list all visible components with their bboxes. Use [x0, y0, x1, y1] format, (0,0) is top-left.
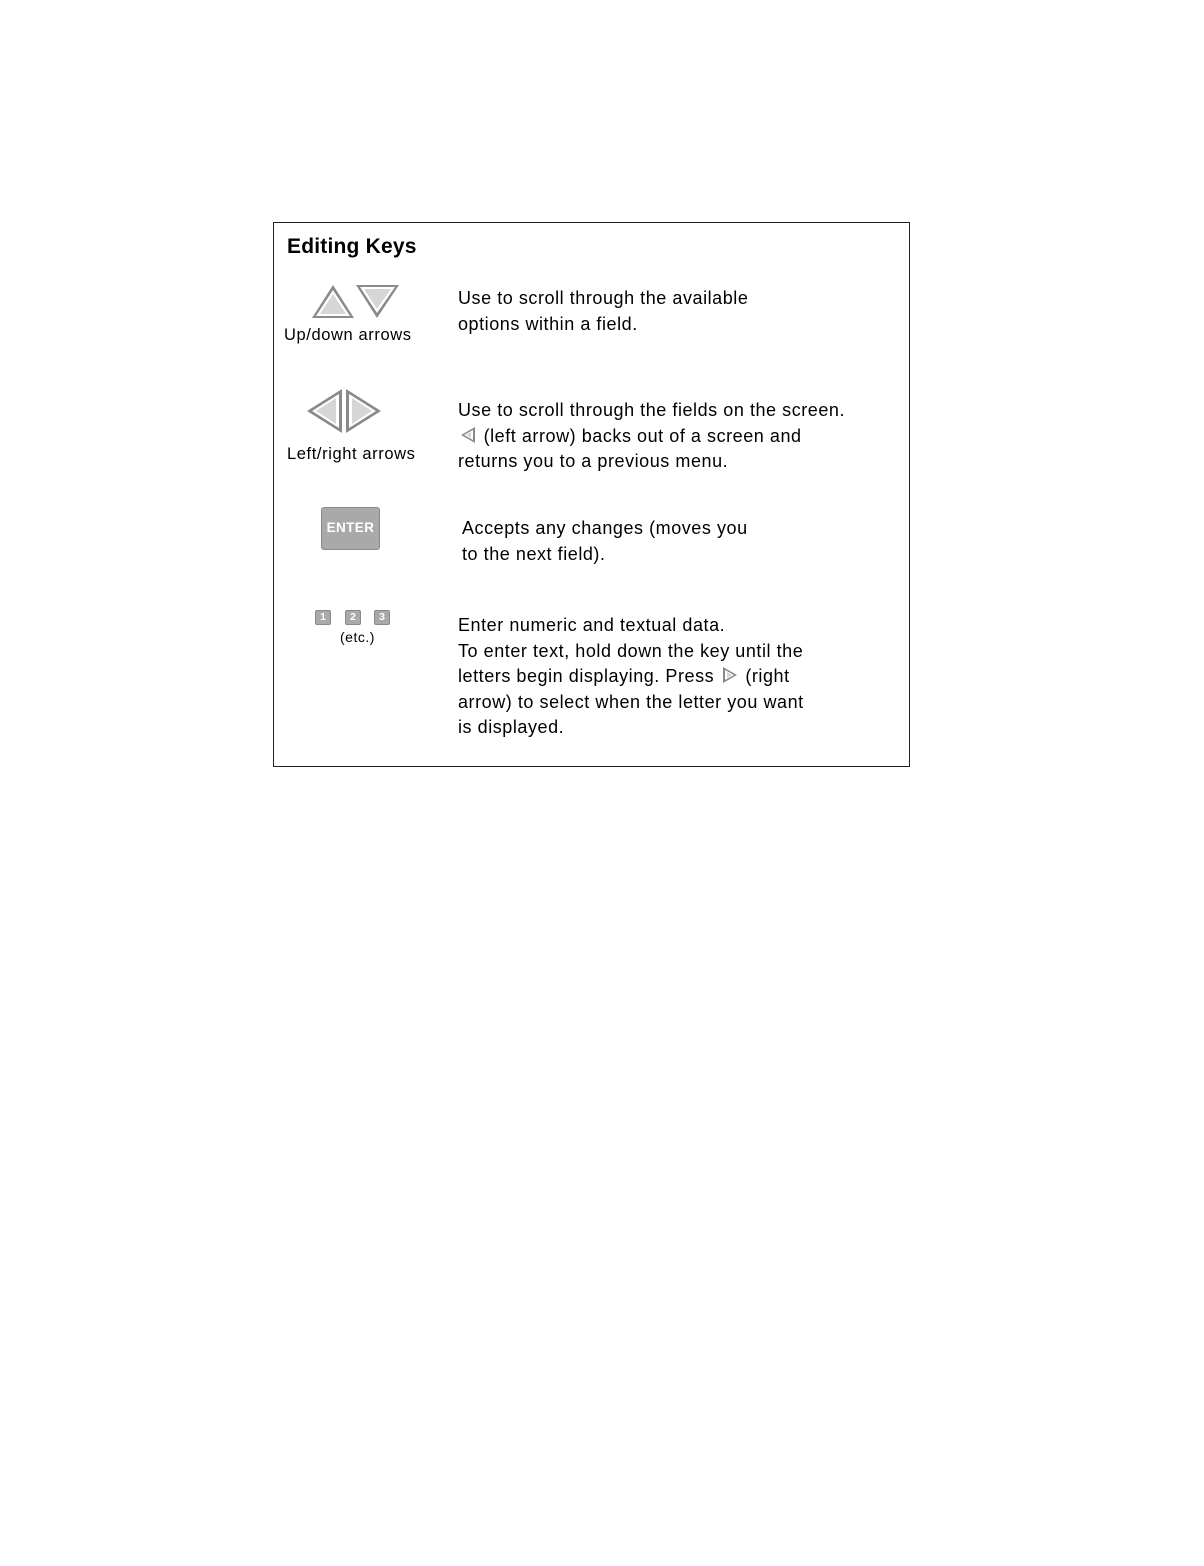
description-line: is displayed. [458, 717, 565, 737]
description-text: letters begin displaying. Press [458, 666, 715, 686]
number-key-1: 1 [315, 610, 331, 625]
right-arrow-icon [720, 665, 740, 685]
up-down-arrows-icon-group [311, 283, 401, 321]
description-line: options within a field. [458, 313, 638, 334]
left-right-arrows-graphic [305, 388, 383, 434]
description-line: Use to scroll through the available [458, 288, 749, 308]
up-arrow-icon [312, 285, 354, 318]
number-key-2: 2 [345, 610, 361, 625]
enter-description [462, 516, 748, 567]
left-arrow-icon [458, 425, 478, 445]
description-line-with-icon [458, 664, 804, 690]
up-down-arrows-label: Up/down arrows [284, 326, 412, 344]
description-line: Use to scroll through the fields on the screen. [458, 400, 846, 420]
description-line-with-icon [458, 424, 845, 450]
description-line: arrow) to select when the letter you want [458, 691, 804, 712]
numeric-description [458, 613, 804, 741]
down-arrow-icon [356, 285, 399, 318]
left-right-arrows-label: Left/right arrows [287, 445, 416, 463]
up-down-description [458, 286, 748, 337]
description-line: Accepts any changes (moves you [462, 518, 748, 538]
left-right-arrows-icon-group [305, 388, 383, 434]
description-line: To enter text, hold down the key until the [458, 640, 804, 661]
description-line: Enter numeric and textual data. [458, 615, 726, 635]
number-key-3: 3 [374, 610, 390, 625]
etc-label: (etc.) [340, 629, 375, 645]
description-text: (left arrow) backs out of a screen and [483, 425, 802, 446]
left-arrow-icon [307, 389, 342, 433]
description-line: returns you to a previous menu. [458, 451, 729, 471]
left-right-description [458, 398, 845, 475]
right-arrow-icon [346, 389, 381, 433]
up-down-arrows-graphic [311, 283, 401, 321]
editing-keys-panel [273, 222, 910, 767]
description-text: (right [745, 666, 790, 686]
description-line: to the next field). [462, 543, 606, 564]
enter-key-icon: ENTER [321, 507, 380, 550]
panel-title: Editing Keys [287, 235, 417, 258]
